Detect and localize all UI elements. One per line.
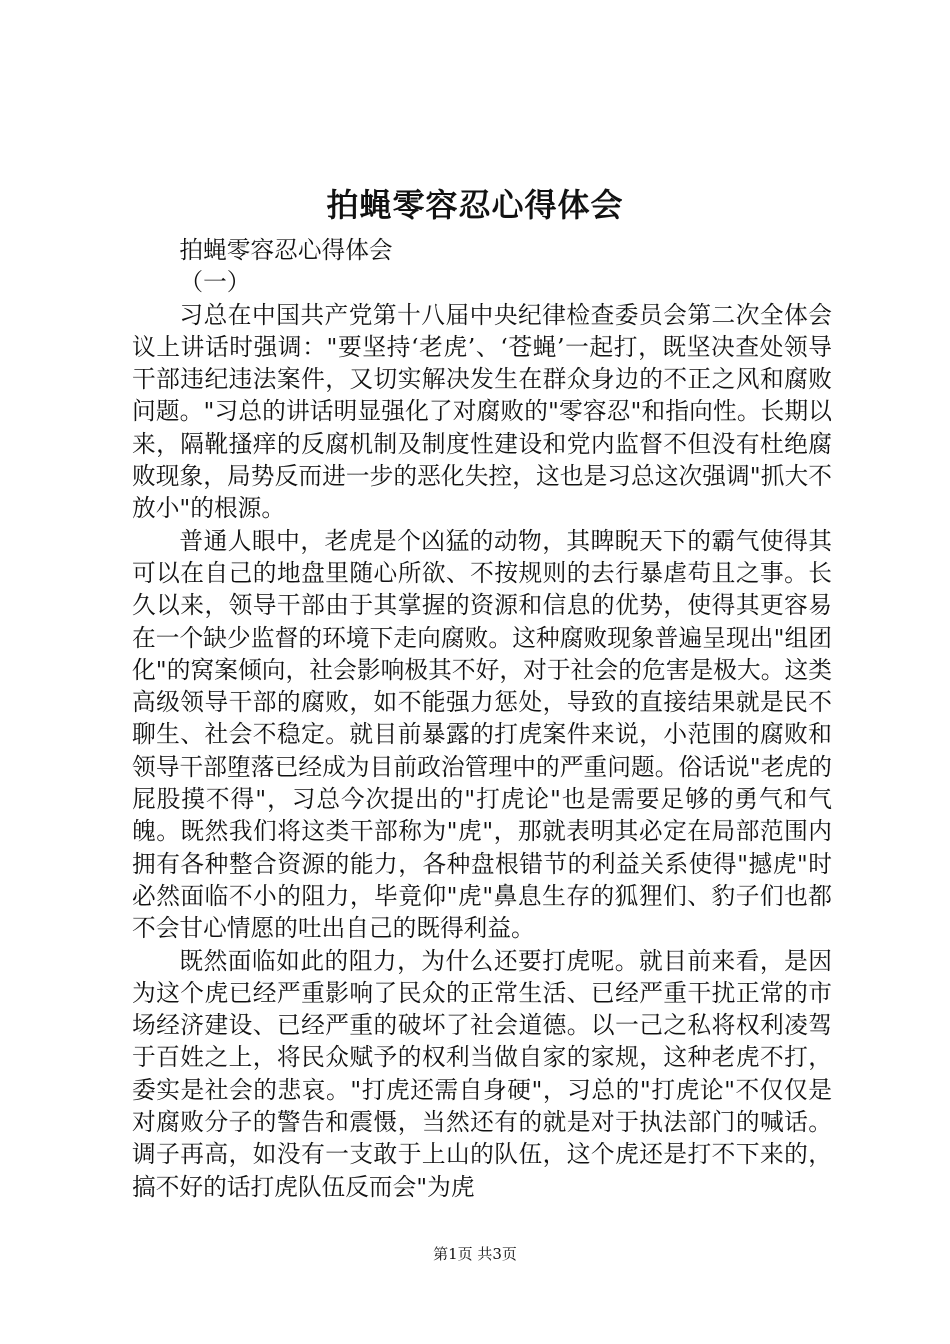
- subtitle: 拍蝇零容忍心得体会: [179, 236, 393, 264]
- paragraph-1: 习总在中国共产党第十八届中央纪律检查委员会第二次全体会议上讲话时强调："要坚持‘老虎’、‘苍蝇’一起打，既坚决查处领导干部违纪违法案件，又切实解决发生在群众身边的不正之风和腐败问题。"习总的讲话明显强化了对腐败的"零容忍"和指向性。长期以来，隔靴搔痒的反腐机制及制度性建设和党内监督不但没有杜绝腐败现象，局势反而进一步的恶化失控，这也是习总这次强调"抓大不放小"的根源。: [132, 300, 832, 523]
- section-marker: （一）: [179, 268, 251, 297]
- document-body: [132, 234, 832, 1203]
- page-number: 第1页 共3页: [433, 1245, 517, 1263]
- paragraph-2: 普通人眼中，老虎是个凶猛的动物，其睥睨天下的霸气使得其可以在自己的地盘里随心所欲、不按规则的去行暴虐苟且之事。长久以来，领导干部由于其掌握的资源和信息的优势，使得其更容易在一个缺少监督的环境下走向腐败。这种腐败现象普遍呈现出"组团化"的窝案倾向，社会影响极其不好，对于社会的危害是极大。这类高级领导干部的腐败，如不能强力惩处，导致的直接结果就是民不聊生、社会不稳定。就目前暴露的打虎案件来说，小范围的腐败和领导干部堕落已经成为目前政治管理中的严重问题。俗话说"老虎的屁股摸不得"，习总今次提出的"打虎论"也是需要足够的勇气和气魄。既然我们将这类干部称为"虎"，那就表明其必定在局部范围内拥有各种整合资源的能力，各种盘根错节的利益关系使得"撼虎"时必然面临不小的阻力，毕竟仰"虎"鼻息生存的狐狸们、豹子们也都不会甘心情愿的吐出自己的既得利益。: [132, 526, 832, 943]
- page-title: 拍蝇零容忍心得体会: [326, 186, 624, 224]
- paragraph-3: 既然面临如此的阻力，为什么还要打虎呢。就目前来看，是因为这个虎已经严重影响了民众的正常生活、已经严重干扰正常的市场经济建设、已经严重的破坏了社会道德。以一己之私将权利凌驾于百姓之上，将民众赋予的权利当做自家的家规，这种老虎不打，委实是社会的悲哀。"打虎还需自身硬"，习总的"打虎论"不仅仅是对腐败分子的警告和震慑，当然还有的就是对于执法部门的喊话。调子再高，如没有一支敢于上山的队伍，这个虎还是打不下来的，搞不好的话打虎队伍反而会"为虎: [132, 946, 832, 1201]
